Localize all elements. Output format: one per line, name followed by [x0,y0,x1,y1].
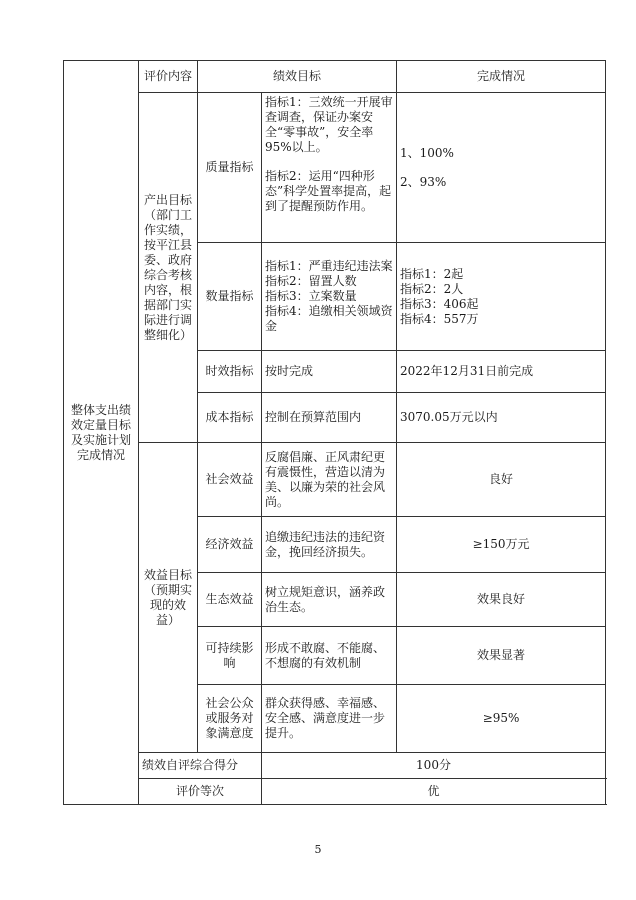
quantity-indicator-result [397,243,606,351]
economic-benefit-label: 经济效益 [198,517,262,573]
quantity-target-2: 指标2：留置人数 [265,274,357,288]
table-header-row [64,61,606,93]
quality-target-1: 指标1：三效统一开展审查调查，保证办案安全“零事故”，安全率95%以上。 [265,95,393,154]
sustainable-impact-result: 效果显著 [397,627,606,685]
social-benefit-result: 良好 [397,443,606,517]
satisfaction-label: 社会公众或服务对象满意度 [198,685,262,753]
score-value: 100分 [262,753,606,779]
quality-indicator-label: 质量指标 [198,93,262,243]
sustainable-impact-target: 形成不敢腐、不能腐、不想腐的有效机制 [262,627,397,685]
timeliness-indicator-result: 2022年12月31日前完成 [397,351,606,393]
quality-indicator-target [262,93,397,243]
quantity-target-4: 指标4：追缴相关领域资金 [265,304,393,333]
score-label: 绩效自评综合得分 [139,753,262,779]
quality-indicator-result [397,93,606,243]
header-completion: 完成情况 [397,61,606,93]
cost-indicator-label: 成本指标 [198,393,262,443]
table-row [64,93,606,243]
timeliness-indicator-label: 时效指标 [198,351,262,393]
quantity-indicator-label: 数量指标 [198,243,262,351]
social-benefit-label: 社会效益 [198,443,262,517]
section-label-cell: 整体支出绩效定量目标及实施计划完成情况 [64,61,139,805]
quality-target-2: 指标2：运用“四种形态”科学处置率提高，起到了提醒预防作用。 [265,169,392,213]
table-row [64,443,606,517]
table-row [64,753,606,779]
cost-indicator-target: 控制在预算范围内 [262,393,397,443]
header-evaluation-content: 评价内容 [139,61,198,93]
cost-indicator-result: 3070.05万元以内 [397,393,606,443]
performance-evaluation-table [63,60,606,805]
quantity-target-1: 指标1：严重违纪违法案 [265,259,393,273]
quantity-result-1: 指标1：2起 [400,266,464,281]
satisfaction-target: 群众获得感、幸福感、安全感、满意度进一步提升。 [262,685,397,753]
grade-value: 优 [262,779,606,805]
economic-benefit-result: ≥150万元 [397,517,606,573]
grade-label: 评价等次 [139,779,262,805]
output-target-cell: 产出目标（部门工作实绩，按平江县委、政府综合考核内容，根据部门实际进行调整细化） [139,93,198,443]
quantity-target-3: 指标3：立案数量 [265,289,357,303]
ecological-benefit-result: 效果良好 [397,573,606,627]
satisfaction-result: ≥95% [397,685,606,753]
ecological-benefit-label: 生态效益 [198,573,262,627]
ecological-benefit-target: 树立规矩意识，涵养政治生态。 [262,573,397,627]
table-row [64,779,606,805]
timeliness-indicator-target: 按时完成 [262,351,397,393]
quantity-result-3: 指标3：406起 [400,296,479,311]
benefit-target-cell: 效益目标（预期实现的效益） [139,443,198,753]
quantity-result-2: 指标2：2人 [400,281,464,296]
quality-result-1: 1、100% [400,145,454,160]
header-performance-target: 绩效目标 [198,61,397,93]
page-number: 5 [314,843,322,856]
social-benefit-target: 反腐倡廉、正风肃纪更有震慑性，营造以清为美、以廉为荣的社会风尚。 [262,443,397,517]
sustainable-impact-label: 可持续影响 [198,627,262,685]
economic-benefit-target: 追缴违纪违法的违纪资金，挽回经济损失。 [262,517,397,573]
quality-result-2: 2、93% [400,174,447,189]
quantity-result-4: 指标4：557万 [400,311,479,326]
quantity-indicator-target [262,243,397,351]
